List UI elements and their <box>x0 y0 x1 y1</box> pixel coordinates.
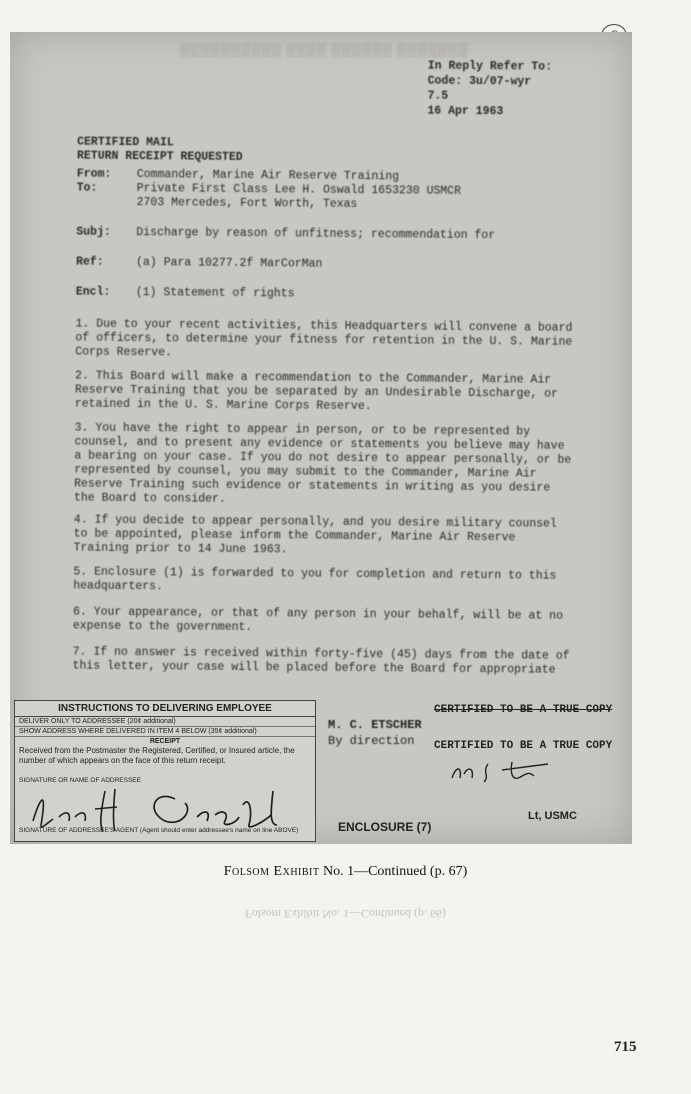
to-address: 2703 Mercedes, Fort Worth, Texas <box>136 196 358 211</box>
reply-reference-block: In Reply Refer To: Code: 3u/07-wyr 7.5 16 Apr 1963 <box>427 59 553 119</box>
to-value: Private First Class Lee H. Oswald 1653230 USMCR <box>136 182 462 198</box>
from-label: From: <box>76 167 112 181</box>
initials-signature <box>448 756 558 786</box>
struck-certified-stamp: CERTIFIED TO BE A TRUE COPY <box>434 704 613 716</box>
address-block <box>77 168 597 215</box>
deliver-only-line: DELIVER ONLY TO ADDRESSEE (20¢ additional) <box>15 717 315 727</box>
paragraph-6: 6. Your appearance, or that of any person in your behalf, will be at no expense to the government. <box>72 605 564 635</box>
certified-true-copy-stamp: CERTIFIED TO BE A TRUE COPY <box>434 740 613 752</box>
return-receipt-form <box>14 700 316 842</box>
paragraph-4: 4. If you decide to appear personally, and you desire military counsel to be appointed, please inform the Commander, Marine Air Reserve Training prior to 14 June 1963. <box>73 513 557 557</box>
by-direction: By direction <box>328 734 415 748</box>
letter-body <box>12 40 624 705</box>
receipt-heading: RECEIPT <box>149 738 181 745</box>
paragraph-3: 3. You have the right to appear in person, or to be represented by counsel, and to present any evidence or statements you believe may have a bearing on your case. If you do not desire to appear personally, or be represented by counsel, you may submit to the Commander, Marine Air Reserve Training such evidence or statements in writing as you desire the Board to consider. <box>73 421 572 506</box>
exhibit-caption <box>0 864 691 880</box>
enclosure-line: Encl: (1) Statement of rights <box>75 285 295 301</box>
agent-signature-label: SIGNATURE OF ADDRESSEE'S AGENT (Agent should enter addressee's name on line ABOVE) <box>19 827 299 834</box>
to-label: To: <box>76 181 98 195</box>
paragraph-5: 5. Enclosure (1) is forwarded to you for completion and return to this headquarters. <box>73 565 557 594</box>
addressee-signature-label: SIGNATURE OR NAME OF ADDRESSEE <box>19 777 141 784</box>
bleed-through-letterhead: ▒▒▒▒▒▒▒▒▒▒ ▒▒▒▒ ▒▒▒▒▒▒ ▒▒▒▒▒▒▒ <box>180 42 469 57</box>
caption-exhibit-name: Folsom Exhibit <box>223 864 320 879</box>
document-photograph <box>10 32 632 844</box>
paragraph-2: 2. This Board will make a recommendation to the Commander, Marine Air Reserve Training that you be separated by an Undesirable Discharge, or retained in the U. S. Marine Corps Reserve. <box>74 369 559 414</box>
signer-name: M. C. ETSCHER <box>328 718 422 732</box>
paragraph-1: 1. Due to your recent activities, this Headquarters will convene a board of officers, to determine your fitness for retention in the U. S. Marine Corps Reserve. <box>75 317 573 360</box>
certified-mail-header: CERTIFIED MAIL RETURN RECEIPT REQUESTED <box>76 135 243 164</box>
receipt-form-title: INSTRUCTIONS TO DELIVERING EMPLOYEE <box>15 701 315 717</box>
subject-line: Subj: Discharge by reason of unfitness; recommendation for <box>76 225 496 243</box>
paragraph-7: 7. If no answer is received within forty-five (45) days from the date of this letter, your case will be placed before the Board for appropriate <box>72 645 570 677</box>
enclosure-number: ENCLOSURE (7) <box>338 820 432 834</box>
caption-number: No. 1—Continued (p. 67) <box>322 864 468 879</box>
rank-label: Lt, USMC <box>528 810 577 822</box>
show-address-line: SHOW ADDRESS WHERE DELIVERED IN ITEM 4 BELOW (35¢ additional) <box>15 727 315 737</box>
handwritten-signature <box>25 781 305 837</box>
from-value: Commander, Marine Air Reserve Training <box>136 168 400 184</box>
page-number: 715 <box>614 1039 637 1055</box>
receipt-text: Received from the Postmaster the Registered, Certified, or Insured article, the number of which appears on the face of this return receipt. <box>19 746 295 765</box>
reference-line: Ref: (a) Para 10277.2f MarCorMan <box>76 255 323 271</box>
bleed-through-caption: Folsom Exhibit No. 1—Continued (p. 66) <box>245 907 446 921</box>
signature-block <box>328 704 628 844</box>
